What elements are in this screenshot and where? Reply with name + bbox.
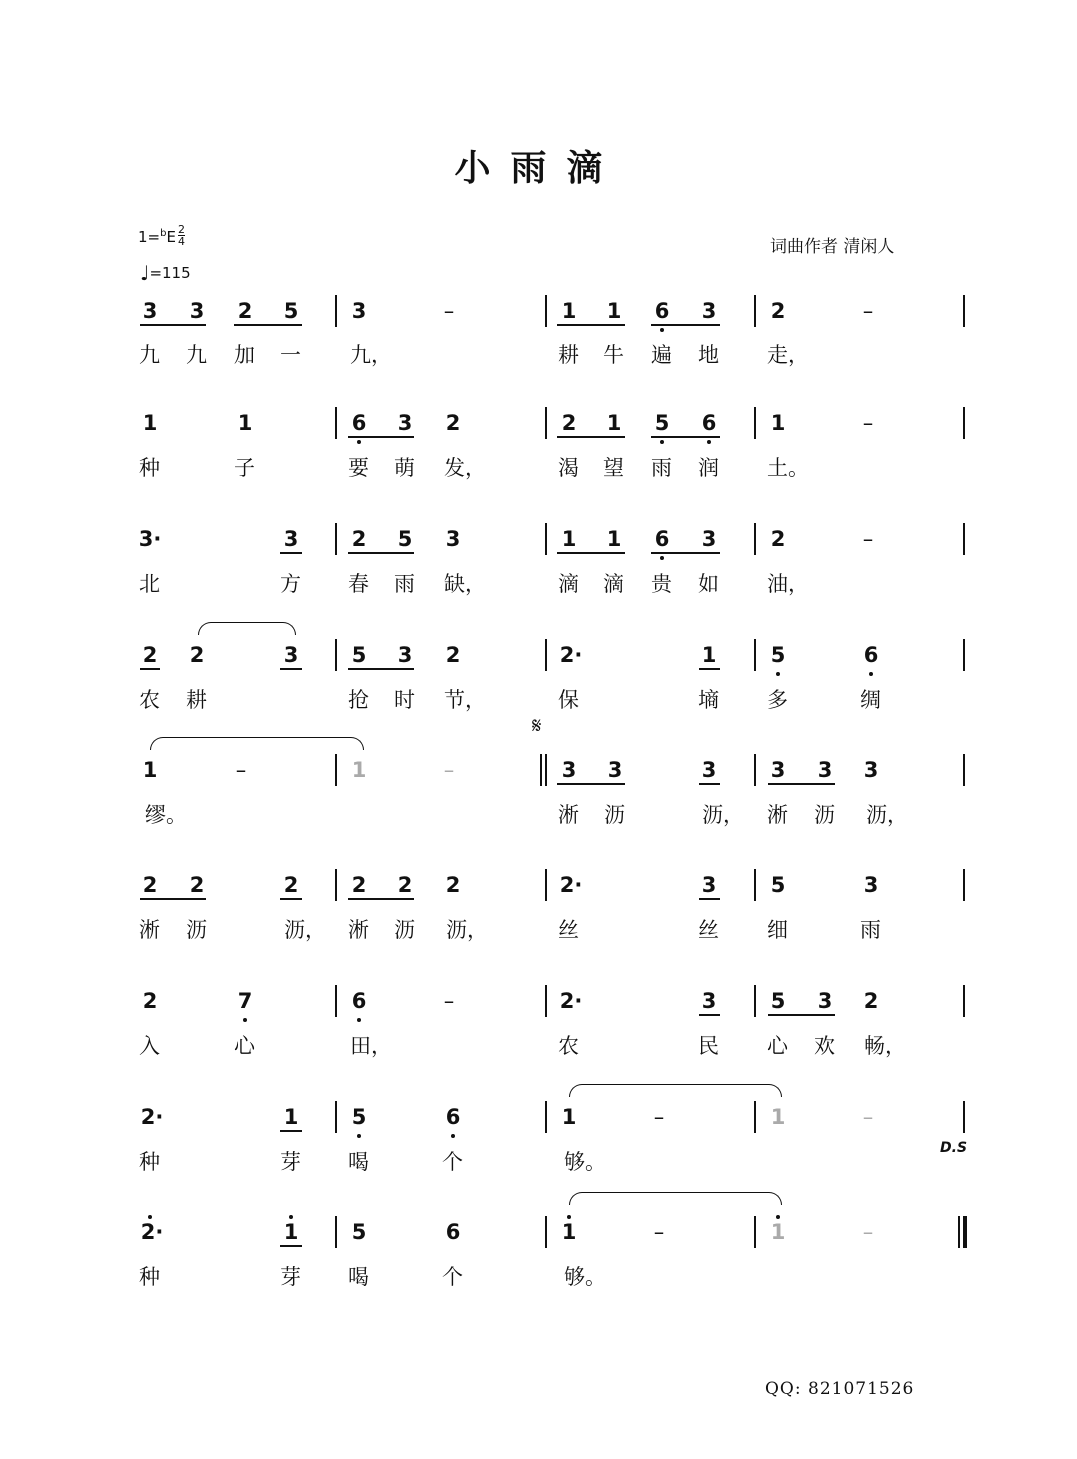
slur-tie bbox=[150, 737, 364, 750]
lyric: 沥 bbox=[814, 803, 835, 827]
lyric: 走， bbox=[767, 343, 809, 367]
lyric: 墒 bbox=[698, 688, 719, 712]
author-credit: 词曲作者 清闲人 bbox=[770, 237, 895, 257]
lyric: 沥 bbox=[186, 918, 207, 942]
lyric: 丝 bbox=[698, 918, 719, 942]
lyric: 丝 bbox=[558, 918, 579, 942]
lyric: 淅 bbox=[139, 918, 160, 942]
barline bbox=[545, 1216, 547, 1248]
note: 1 bbox=[283, 1105, 299, 1129]
barline bbox=[963, 869, 965, 901]
lyric: 加 bbox=[234, 343, 255, 367]
barline bbox=[754, 639, 756, 671]
barline bbox=[335, 407, 337, 439]
note: 1 bbox=[561, 299, 577, 323]
lyric: 土。 bbox=[767, 456, 809, 480]
note: 3 bbox=[189, 299, 205, 323]
note: 3 bbox=[701, 873, 717, 897]
lyric: 时 bbox=[394, 688, 415, 712]
note: 1 bbox=[701, 643, 717, 667]
barline bbox=[754, 523, 756, 555]
lyric: 萌 bbox=[394, 456, 415, 480]
beam-underline bbox=[768, 783, 835, 785]
octave-dot bbox=[451, 1134, 455, 1138]
octave-dot bbox=[660, 440, 664, 444]
final-barline bbox=[958, 1216, 960, 1248]
lyric: 民 bbox=[698, 1034, 719, 1058]
note: 1 bbox=[606, 411, 622, 435]
beam-underline bbox=[280, 898, 302, 900]
lyric: 个 bbox=[442, 1150, 463, 1174]
note: 3 bbox=[863, 873, 879, 897]
barline bbox=[963, 523, 965, 555]
lyric: 九 bbox=[186, 343, 207, 367]
note: 6 bbox=[654, 527, 670, 551]
key-label: 1= bbox=[138, 228, 161, 246]
note: 7 bbox=[237, 989, 253, 1013]
lyric: 沥 bbox=[394, 918, 415, 942]
slur-tie bbox=[198, 622, 296, 635]
beam-underline bbox=[280, 1130, 302, 1132]
note: 2 bbox=[397, 873, 413, 897]
note: 6 bbox=[351, 989, 367, 1013]
lyric: 遍 bbox=[651, 343, 672, 367]
note: 2 bbox=[351, 873, 367, 897]
beam-underline bbox=[140, 668, 160, 670]
lyric: 渴 bbox=[558, 456, 579, 480]
note: 2 bbox=[445, 873, 461, 897]
time-bottom: 4 bbox=[177, 235, 185, 248]
octave-dot bbox=[243, 1018, 247, 1022]
note: 2· bbox=[140, 1220, 164, 1244]
note: 2 bbox=[283, 873, 299, 897]
lyric: 雨 bbox=[860, 918, 881, 942]
dash-mark: – bbox=[862, 299, 874, 323]
slur-tie bbox=[569, 1084, 782, 1097]
dash-mark: – bbox=[443, 758, 455, 782]
barline bbox=[754, 1216, 756, 1248]
lyric: 淅 bbox=[348, 918, 369, 942]
lyric: 地 bbox=[698, 343, 719, 367]
dash-mark: – bbox=[443, 989, 455, 1013]
tempo-marking bbox=[140, 261, 191, 285]
octave-dot bbox=[707, 440, 711, 444]
note: 3 bbox=[701, 527, 717, 551]
octave-dot bbox=[776, 672, 780, 676]
lyric: 种 bbox=[139, 1150, 160, 1174]
lyric: 个 bbox=[442, 1265, 463, 1289]
note: 2 bbox=[445, 411, 461, 435]
note: 3 bbox=[397, 411, 413, 435]
lyric: 节， bbox=[444, 688, 486, 712]
barline bbox=[545, 639, 547, 671]
lyric: 畅， bbox=[864, 1034, 906, 1058]
octave-dot bbox=[660, 556, 664, 560]
beam-underline bbox=[557, 783, 625, 785]
final-barline bbox=[963, 1216, 967, 1248]
note: 2 bbox=[142, 989, 158, 1013]
lyric: 保 bbox=[558, 688, 579, 712]
dal-segno-mark: D.S bbox=[940, 1140, 968, 1156]
tempo-value: =115 bbox=[149, 264, 191, 282]
dash-mark: – bbox=[862, 1220, 874, 1244]
note: 6 bbox=[445, 1105, 461, 1129]
lyric: 望 bbox=[603, 456, 624, 480]
note: 6 bbox=[351, 411, 367, 435]
lyric: 油， bbox=[767, 572, 809, 596]
note: 3 bbox=[701, 989, 717, 1013]
note: 1 bbox=[142, 411, 158, 435]
lyric: 抢 bbox=[348, 688, 369, 712]
lyric: 牛 bbox=[603, 343, 624, 367]
beam-underline bbox=[280, 668, 302, 670]
lyric: 喝 bbox=[348, 1150, 369, 1174]
lyric: 滴 bbox=[603, 572, 624, 596]
dash-mark: – bbox=[862, 1105, 874, 1129]
note: 2 bbox=[189, 873, 205, 897]
lyric: 沥， bbox=[702, 803, 744, 827]
note: 1 bbox=[606, 527, 622, 551]
note: 2 bbox=[863, 989, 879, 1013]
note: 6 bbox=[863, 643, 879, 667]
lyric: 滴 bbox=[558, 572, 579, 596]
barline bbox=[545, 295, 547, 327]
note: 1 bbox=[351, 758, 367, 782]
lyric: 缪。 bbox=[145, 803, 187, 827]
note: 5 bbox=[770, 643, 786, 667]
note: 2 bbox=[351, 527, 367, 551]
note: 2 bbox=[142, 873, 158, 897]
barline bbox=[963, 1101, 965, 1133]
note: 6 bbox=[445, 1220, 461, 1244]
time-signature bbox=[178, 224, 185, 247]
double-barline bbox=[545, 754, 547, 786]
beam-underline bbox=[557, 324, 625, 326]
beam-underline bbox=[140, 324, 206, 326]
song-title: 小雨滴 bbox=[454, 147, 623, 189]
lyric: 淅 bbox=[767, 803, 788, 827]
note: 1 bbox=[561, 527, 577, 551]
note: 1 bbox=[606, 299, 622, 323]
lyric: 方 bbox=[280, 572, 301, 596]
barline bbox=[335, 985, 337, 1017]
barline bbox=[963, 295, 965, 327]
note: 6 bbox=[701, 411, 717, 435]
note: 5 bbox=[351, 1105, 367, 1129]
barline bbox=[963, 985, 965, 1017]
note: 3 bbox=[701, 758, 717, 782]
lyric: 够。 bbox=[564, 1150, 606, 1174]
dash-mark: – bbox=[443, 299, 455, 323]
note: 5 bbox=[654, 411, 670, 435]
octave-dot bbox=[148, 1215, 152, 1219]
beam-underline bbox=[699, 898, 720, 900]
lyric: 润 bbox=[698, 456, 719, 480]
segno-icon: 𝄋 bbox=[532, 714, 542, 739]
note: 1 bbox=[561, 1220, 577, 1244]
beam-underline bbox=[768, 1014, 835, 1016]
barline bbox=[545, 985, 547, 1017]
note: 3 bbox=[445, 527, 461, 551]
lyric: 种 bbox=[139, 456, 160, 480]
lyric: 农 bbox=[139, 688, 160, 712]
slur-tie bbox=[569, 1192, 782, 1205]
note: 3 bbox=[283, 527, 299, 551]
lyric: 够。 bbox=[564, 1265, 606, 1289]
lyric: 耕 bbox=[186, 688, 207, 712]
barline bbox=[335, 1101, 337, 1133]
lyric: 九， bbox=[350, 343, 392, 367]
note: 3 bbox=[142, 299, 158, 323]
beam-underline bbox=[651, 436, 720, 438]
lyric: 细 bbox=[767, 918, 788, 942]
note: 1 bbox=[770, 1105, 786, 1129]
note: 1 bbox=[142, 758, 158, 782]
beam-underline bbox=[699, 1014, 720, 1016]
barline bbox=[335, 754, 337, 786]
key-signature bbox=[138, 223, 185, 249]
note: 2· bbox=[140, 1105, 164, 1129]
lyric: 芽 bbox=[280, 1150, 301, 1174]
lyric: 一 bbox=[280, 343, 301, 367]
note: 1 bbox=[770, 1220, 786, 1244]
note: 3 bbox=[817, 989, 833, 1013]
dash-mark: – bbox=[862, 527, 874, 551]
octave-dot bbox=[357, 1018, 361, 1022]
barline bbox=[335, 295, 337, 327]
lyric: 多 bbox=[767, 688, 788, 712]
note: 3 bbox=[397, 643, 413, 667]
lyric: 沥， bbox=[446, 918, 488, 942]
quarter-note-icon: ♩ bbox=[140, 261, 150, 285]
barline bbox=[754, 985, 756, 1017]
note: 5 bbox=[770, 989, 786, 1013]
lyric: 子 bbox=[234, 456, 255, 480]
beam-underline bbox=[557, 552, 625, 554]
contact-qq: QQ: 821071526 bbox=[765, 1379, 915, 1399]
lyric: 种 bbox=[139, 1265, 160, 1289]
octave-dot bbox=[869, 672, 873, 676]
octave-dot bbox=[289, 1215, 293, 1219]
lyric: 芽 bbox=[280, 1265, 301, 1289]
note: 2· bbox=[559, 989, 583, 1013]
lyric: 雨 bbox=[394, 572, 415, 596]
octave-dot bbox=[357, 440, 361, 444]
beam-underline bbox=[699, 783, 720, 785]
note: 3 bbox=[770, 758, 786, 782]
note: 2 bbox=[770, 527, 786, 551]
barline bbox=[335, 639, 337, 671]
beam-underline bbox=[348, 668, 414, 670]
barline bbox=[754, 295, 756, 327]
lyric: 如 bbox=[698, 572, 719, 596]
note: 3 bbox=[607, 758, 623, 782]
flat-sign: b bbox=[160, 228, 167, 239]
lyric: 沥 bbox=[604, 803, 625, 827]
barline bbox=[963, 639, 965, 671]
note: 2 bbox=[561, 411, 577, 435]
lyric: 沥， bbox=[866, 803, 908, 827]
double-barline bbox=[540, 754, 542, 786]
lyric: 淅 bbox=[558, 803, 579, 827]
note: 5 bbox=[397, 527, 413, 551]
octave-dot bbox=[660, 328, 664, 332]
beam-underline bbox=[140, 898, 206, 900]
barline bbox=[335, 523, 337, 555]
dash-mark: – bbox=[653, 1220, 665, 1244]
note: 3 bbox=[561, 758, 577, 782]
dash-mark: – bbox=[653, 1105, 665, 1129]
barline bbox=[545, 407, 547, 439]
note: 5 bbox=[351, 643, 367, 667]
beam-underline bbox=[557, 436, 625, 438]
beam-underline bbox=[651, 324, 720, 326]
note: 2 bbox=[770, 299, 786, 323]
lyric: 发， bbox=[444, 456, 486, 480]
beam-underline bbox=[234, 324, 302, 326]
octave-dot bbox=[357, 1134, 361, 1138]
note: 3 bbox=[283, 643, 299, 667]
lyric: 春 bbox=[348, 572, 369, 596]
beam-underline bbox=[280, 1245, 302, 1247]
lyric: 雨 bbox=[651, 456, 672, 480]
note: 1 bbox=[283, 1220, 299, 1244]
note: 6 bbox=[654, 299, 670, 323]
note: 3 bbox=[817, 758, 833, 782]
lyric: 绸 bbox=[860, 688, 881, 712]
note: 2 bbox=[237, 299, 253, 323]
barline bbox=[963, 407, 965, 439]
barline bbox=[754, 754, 756, 786]
dash-mark: – bbox=[235, 758, 247, 782]
note: 2 bbox=[445, 643, 461, 667]
lyric: 缺， bbox=[444, 572, 486, 596]
note: 3 bbox=[351, 299, 367, 323]
lyric: 要 bbox=[348, 456, 369, 480]
note: 3 bbox=[701, 299, 717, 323]
lyric: 北 bbox=[139, 572, 160, 596]
note: 3· bbox=[138, 527, 162, 551]
beam-underline bbox=[348, 552, 414, 554]
beam-underline bbox=[348, 898, 414, 900]
lyric: 农 bbox=[558, 1034, 579, 1058]
key-note: E bbox=[166, 228, 176, 246]
note: 2· bbox=[559, 643, 583, 667]
note: 5 bbox=[770, 873, 786, 897]
beam-underline bbox=[699, 668, 720, 670]
barline bbox=[545, 1101, 547, 1133]
note: 5 bbox=[283, 299, 299, 323]
beam-underline bbox=[348, 436, 414, 438]
lyric: 喝 bbox=[348, 1265, 369, 1289]
note: 3 bbox=[863, 758, 879, 782]
lyric: 沥， bbox=[284, 918, 326, 942]
lyric: 贵 bbox=[651, 572, 672, 596]
time-top: 2 bbox=[177, 223, 185, 236]
barline bbox=[963, 754, 965, 786]
note: 1 bbox=[770, 411, 786, 435]
note: 2· bbox=[559, 873, 583, 897]
octave-dot bbox=[567, 1215, 571, 1219]
barline bbox=[545, 869, 547, 901]
beam-underline bbox=[651, 552, 720, 554]
note: 1 bbox=[561, 1105, 577, 1129]
lyric: 耕 bbox=[558, 343, 579, 367]
barline bbox=[754, 407, 756, 439]
lyric: 九 bbox=[139, 343, 160, 367]
note: 1 bbox=[237, 411, 253, 435]
octave-dot bbox=[776, 1215, 780, 1219]
lyric: 欢 bbox=[814, 1034, 835, 1058]
barline bbox=[754, 869, 756, 901]
dash-mark: – bbox=[862, 411, 874, 435]
lyric: 田， bbox=[350, 1034, 392, 1058]
note: 2 bbox=[189, 643, 205, 667]
lyric: 入 bbox=[139, 1034, 160, 1058]
note: 2 bbox=[142, 643, 158, 667]
lyric: 心 bbox=[767, 1034, 788, 1058]
beam-underline bbox=[280, 552, 302, 554]
lyric: 心 bbox=[234, 1034, 255, 1058]
barline bbox=[545, 523, 547, 555]
barline bbox=[335, 869, 337, 901]
barline bbox=[335, 1216, 337, 1248]
note: 5 bbox=[351, 1220, 367, 1244]
barline bbox=[754, 1101, 756, 1133]
